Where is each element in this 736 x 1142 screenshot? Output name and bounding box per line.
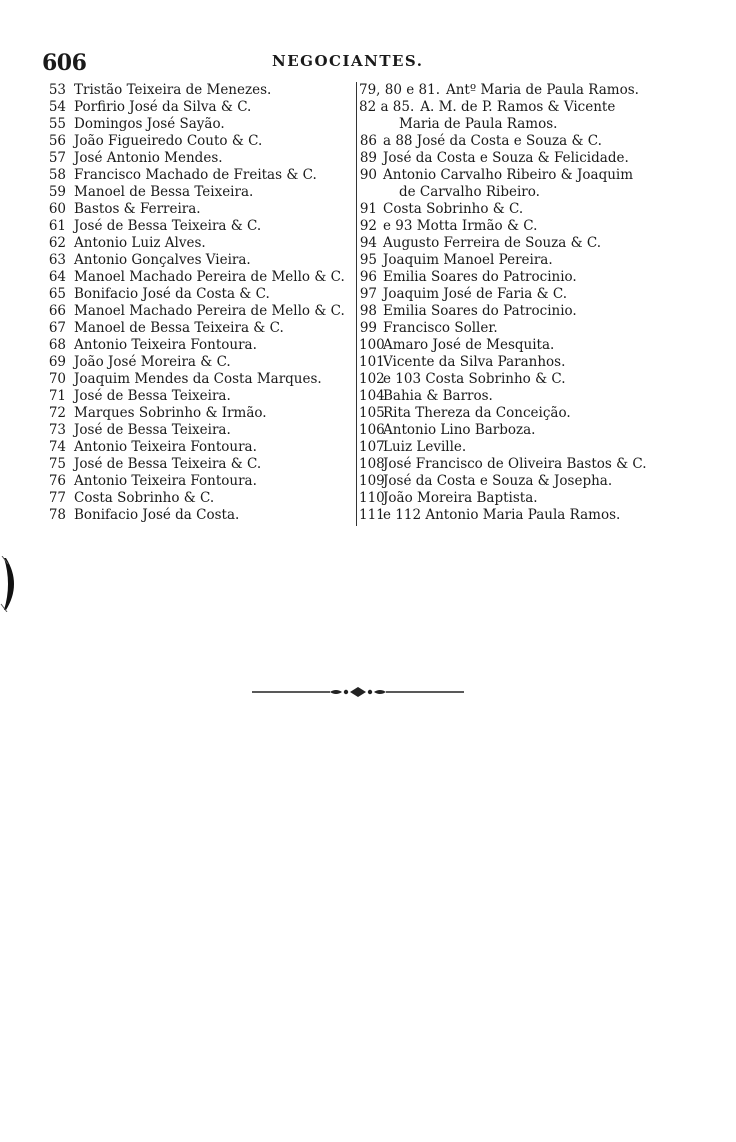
entry-name: Domingos José Sayão.	[74, 116, 225, 132]
list-item	[44, 507, 354, 524]
ornament-divider	[252, 686, 464, 698]
entry-number: 96	[359, 269, 377, 285]
entry-number: 106	[359, 422, 385, 438]
list-item	[357, 422, 679, 439]
list-item	[357, 269, 679, 286]
entry-number: 97	[359, 286, 377, 302]
list-item	[44, 286, 354, 303]
entry-name: José Francisco de Oliveira Bastos & C.	[383, 456, 647, 472]
entry-number: 77	[48, 490, 66, 506]
entry-number: 98	[359, 303, 377, 319]
list-item	[44, 337, 354, 354]
entry-number: 78	[48, 507, 66, 523]
entry-number: 108	[359, 456, 385, 472]
list-item	[357, 82, 679, 99]
entry-name: Manoel de Bessa Teixeira & C.	[74, 320, 284, 336]
entry-number: 67	[48, 320, 66, 336]
list-item	[357, 252, 679, 269]
list-item	[44, 371, 354, 388]
entry-name: José de Bessa Teixeira & C.	[74, 456, 262, 472]
list-item	[44, 116, 354, 133]
entry-name: e 112 Antonio Maria Paula Ramos.	[383, 507, 621, 523]
entry-number: 62	[48, 235, 66, 251]
entry-name: Antonio Teixeira Fontoura.	[74, 439, 257, 455]
entry-number: 72	[48, 405, 66, 421]
list-item	[357, 184, 679, 201]
list-item	[44, 252, 354, 269]
entry-name: Francisco Soller.	[383, 320, 498, 336]
list-item	[44, 235, 354, 252]
list-item	[44, 150, 354, 167]
entry-number: 59	[48, 184, 66, 200]
entry-name: Manoel Machado Pereira de Mello & C.	[74, 303, 345, 319]
entry-number: 90	[359, 167, 377, 183]
entry-number: 92	[359, 218, 377, 234]
binding-mark	[0, 556, 22, 612]
entry-number: 95	[359, 252, 377, 268]
list-item	[44, 354, 354, 371]
right-column	[356, 82, 679, 526]
list-item	[44, 456, 354, 473]
entry-name: Bonifacio José da Costa & C.	[74, 286, 270, 302]
entry-number: 58	[48, 167, 66, 183]
entry-name: João José Moreira & C.	[74, 354, 231, 370]
entry-name: Antonio Teixeira Fontoura.	[74, 473, 257, 489]
list-item	[357, 201, 679, 218]
entry-name: a 88 José da Costa e Souza & C.	[383, 133, 602, 149]
entry-name: José de Bessa Teixeira.	[74, 422, 231, 438]
entry-name: Antonio Luiz Alves.	[74, 235, 206, 251]
entry-number: 107	[359, 439, 385, 455]
entry-name: José da Costa e Souza & Josepha.	[383, 473, 613, 489]
list-item	[357, 167, 679, 184]
list-item	[357, 354, 679, 371]
entry-name: José da Costa e Souza & Felicidade.	[383, 150, 629, 166]
entry-name: Luiz Leville.	[383, 439, 467, 455]
entry-name: Rita Thereza da Conceição.	[383, 405, 571, 421]
entry-number: 70	[48, 371, 66, 387]
list-item	[44, 201, 354, 218]
entry-name: Emilia Soares do Patrocinio.	[383, 269, 577, 285]
entry-number: 79, 80 e 81.	[359, 82, 440, 98]
list-item	[357, 456, 679, 473]
entry-name: Emilia Soares do Patrocinio.	[383, 303, 577, 319]
entry-name: Manoel Machado Pereira de Mello & C.	[74, 269, 345, 285]
entry-name: Joaquim Manoel Pereira.	[383, 252, 553, 268]
list-item	[44, 184, 354, 201]
list-item	[357, 371, 679, 388]
left-column	[44, 82, 354, 524]
entry-number: 74	[48, 439, 66, 455]
entry-number: 54	[48, 99, 66, 115]
entry-name: Antonio Carvalho Ribeiro & Joaquim	[383, 167, 634, 183]
list-item	[357, 235, 679, 252]
list-item	[44, 133, 354, 150]
entry-number: 56	[48, 133, 66, 149]
entry-number: 101	[359, 354, 385, 370]
entry-number: 75	[48, 456, 66, 472]
entry-number: 91	[359, 201, 377, 217]
list-item	[44, 405, 354, 422]
entry-name: Marques Sobrinho & Irmão.	[74, 405, 267, 421]
entry-name: José de Bessa Teixeira.	[74, 388, 231, 404]
entry-name: e 103 Costa Sobrinho & C.	[383, 371, 566, 387]
list-item	[44, 269, 354, 286]
entry-name: João Figueiredo Couto & C.	[74, 133, 263, 149]
entry-name: Joaquim Mendes da Costa Marques.	[74, 371, 322, 387]
entry-name: e 93 Motta Irmão & C.	[383, 218, 538, 234]
entry-name: João Moreira Baptista.	[383, 490, 538, 506]
entry-name: Porfirio José da Silva & C.	[74, 99, 252, 115]
list-item	[44, 422, 354, 439]
entry-number: 104	[359, 388, 385, 404]
running-head: NEGOCIANTES.	[272, 52, 424, 70]
list-item	[44, 82, 354, 99]
list-item	[357, 337, 679, 354]
list-item	[357, 490, 679, 507]
entry-number: 100	[359, 337, 385, 353]
entry-number: 64	[48, 269, 66, 285]
entry-name: Tristão Teixeira de Menezes.	[74, 82, 272, 98]
entry-name: Augusto Ferreira de Souza & C.	[383, 235, 602, 251]
list-item	[357, 388, 679, 405]
list-item	[357, 405, 679, 422]
list-item	[44, 167, 354, 184]
list-item	[357, 99, 679, 116]
entry-name: Amaro José de Mesquita.	[383, 337, 555, 353]
entry-number: 94	[359, 235, 377, 251]
entry-number: 110	[359, 490, 385, 506]
entry-name: Joaquim José de Faria & C.	[383, 286, 568, 302]
entry-name: Antº Maria de Paula Ramos.	[445, 82, 639, 98]
entry-number: 89	[359, 150, 377, 166]
entry-name: de Carvalho Ribeiro.	[399, 184, 540, 200]
entry-name: Costa Sobrinho & C.	[383, 201, 524, 217]
entry-name: Antonio Lino Barboza.	[383, 422, 536, 438]
list-item	[44, 490, 354, 507]
entry-name: Maria de Paula Ramos.	[399, 116, 558, 132]
list-item	[357, 116, 679, 133]
entry-number: 71	[48, 388, 66, 404]
entry-name: Bahia & Barros.	[383, 388, 493, 404]
entry-number: 60	[48, 201, 66, 217]
entry-number: 86	[359, 133, 377, 149]
entry-name: Francisco Machado de Freitas & C.	[74, 167, 317, 183]
page-number: 606	[42, 50, 87, 76]
entry-number: 111	[359, 507, 385, 523]
entry-name: José de Bessa Teixeira & C.	[74, 218, 262, 234]
entry-name: Costa Sobrinho & C.	[74, 490, 215, 506]
entry-number: 99	[359, 320, 377, 336]
entry-name: A. M. de P. Ramos & Vicente	[420, 99, 616, 115]
list-item	[44, 218, 354, 235]
entry-number: 73	[48, 422, 66, 438]
entry-name: Antonio Gonçalves Vieira.	[74, 252, 251, 268]
entry-name: Bastos & Ferreira.	[74, 201, 201, 217]
entry-number: 76	[48, 473, 66, 489]
list-item	[44, 99, 354, 116]
list-item	[44, 473, 354, 490]
list-item	[44, 303, 354, 320]
entry-number: 109	[359, 473, 385, 489]
list-item	[357, 320, 679, 337]
list-item	[357, 218, 679, 235]
entry-number: 55	[48, 116, 66, 132]
list-item	[357, 133, 679, 150]
entry-number: 65	[48, 286, 66, 302]
entry-name: Vicente da Silva Paranhos.	[383, 354, 566, 370]
entry-name: Antonio Teixeira Fontoura.	[74, 337, 257, 353]
list-item	[357, 303, 679, 320]
entry-number: 82 a 85.	[359, 99, 415, 115]
list-item	[44, 320, 354, 337]
list-item	[357, 150, 679, 167]
list-item	[357, 507, 679, 524]
entry-name: Bonifacio José da Costa.	[74, 507, 240, 523]
entry-number: 53	[48, 82, 66, 98]
entry-number: 63	[48, 252, 66, 268]
entry-number: 102	[359, 371, 385, 387]
entry-number: 68	[48, 337, 66, 353]
list-item	[357, 473, 679, 490]
entry-number: 69	[48, 354, 66, 370]
entry-name: José Antonio Mendes.	[74, 150, 223, 166]
entry-number: 61	[48, 218, 66, 234]
list-item	[44, 388, 354, 405]
list-item	[357, 286, 679, 303]
entry-number: 57	[48, 150, 66, 166]
entry-number: 66	[48, 303, 66, 319]
list-item	[44, 439, 354, 456]
entry-name: Manoel de Bessa Teixeira.	[74, 184, 254, 200]
entry-number: 105	[359, 405, 385, 421]
list-item	[357, 439, 679, 456]
